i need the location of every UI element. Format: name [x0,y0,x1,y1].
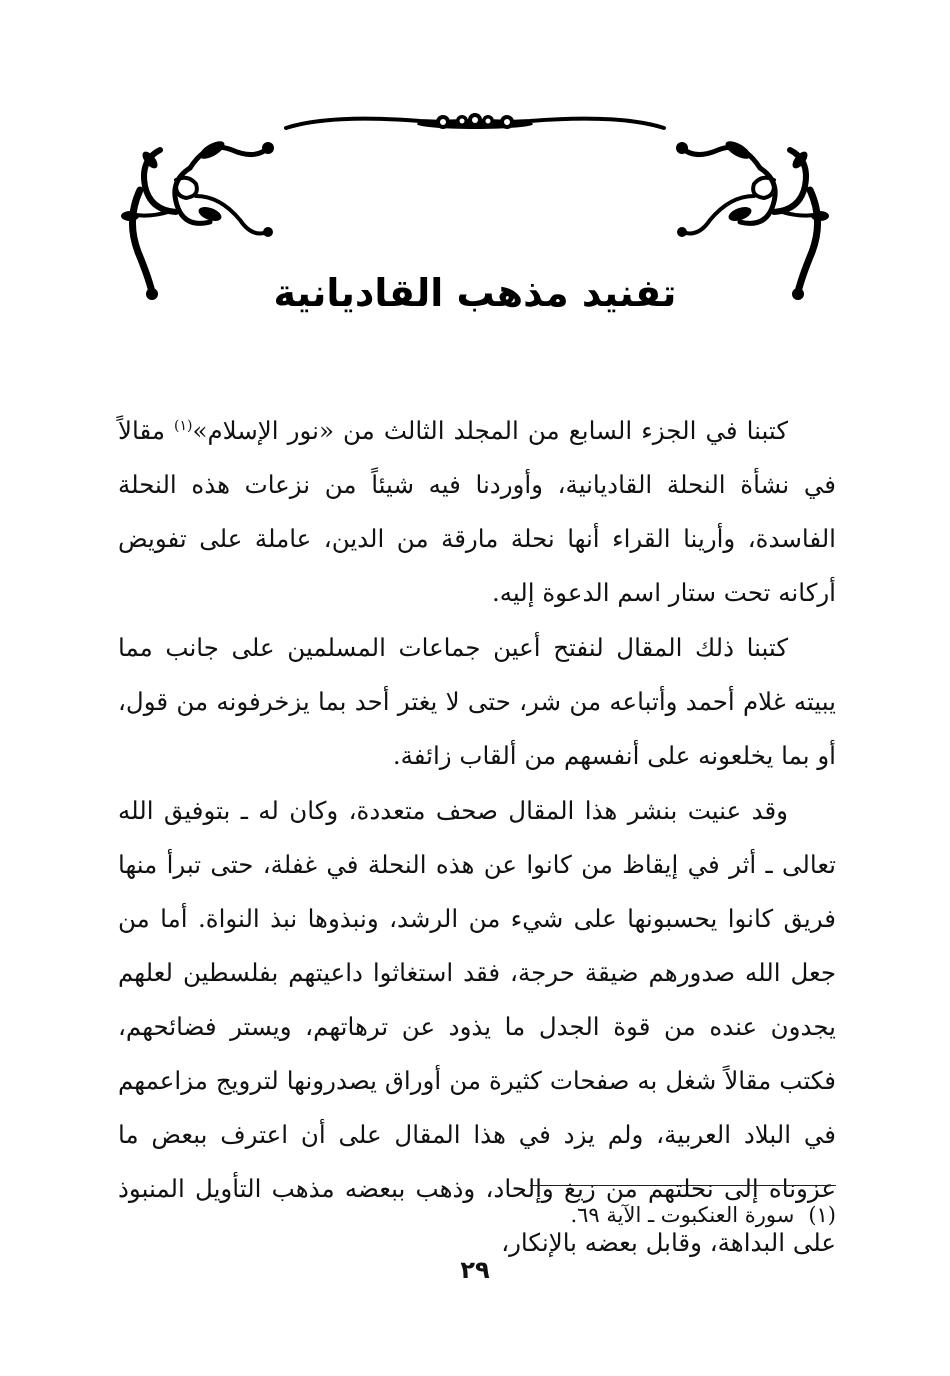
paragraph-3: وقد عنيت بنشر هذا المقال صحف متعددة، وكان له ـ بتوفيق الله تعالى ـ أثر في إيقاظ من كانوا عن هذه النحلة في غفلة، حتى تبرأ منها فريق كانوا يحسبونها على شيء من الرشد، ونبذوها نبذ النواة. أما من جعل الله صدورهم ضيقة حرجة، فقد استغاثوا داعيتهم بفلسطين لعلهم يجدون عنده من قوة الجدل ما يذود عن ترهاتهم، ويستر فضائحهم، فكتب مقالاً شغل به صفحات كثيرة من أوراق يصدرونها لترويج مزاعمهم في البلاد العربية، ولم يزد في هذا المقال على أن اعترف ببعض ما عزوناه إلى نحلتهم من زيغ وإلحاد، وذهب ببعضه مذهب التأويل المنبوذ على البداهة، وقابل بعضه بالإنكار، [118,796,836,1257]
body-text [118,404,836,1271]
paragraph-1-text-before-ref: كتبنا في الجزء السابع من المجلد الثالث من «نور الإسلام» [192,416,788,445]
paragraph-1 [118,404,836,620]
footnote-text: سورة العنكبوت ـ الآية ٦٩. [570,1203,795,1227]
chapter-title: تفنيد مذهب القاديانية [273,271,677,316]
footnote-divider [530,1185,836,1186]
ornament-left-corner [128,147,268,292]
paragraph-2: كتبنا ذلك المقال لنفتح أعين جماعات المسلمين على جانب مما يبيته غلام أحمد وأتباعه من شر، حتى لا يغتر أحد بما يزخرفونه من قول، أو بما يخلعونه على أنفسهم من ألقاب زائفة. [118,633,836,770]
page-number: ٢٩ [460,1256,490,1284]
footnote-number: (١) [808,1203,836,1227]
footnote [400,1200,836,1230]
paragraph-1-text-after-ref: مقالاً في نشأة النحلة القاديانية، وأوردنا فيه شيئاً من نزعات هذه النحلة الفاسدة، وأرينا القراء أنها نحلة مارقة من الدين، عاملة على تفويض أركانه تحت ستار اسم الدعوة إليه. [118,416,836,607]
footnote-reference: (١) [174,417,193,434]
